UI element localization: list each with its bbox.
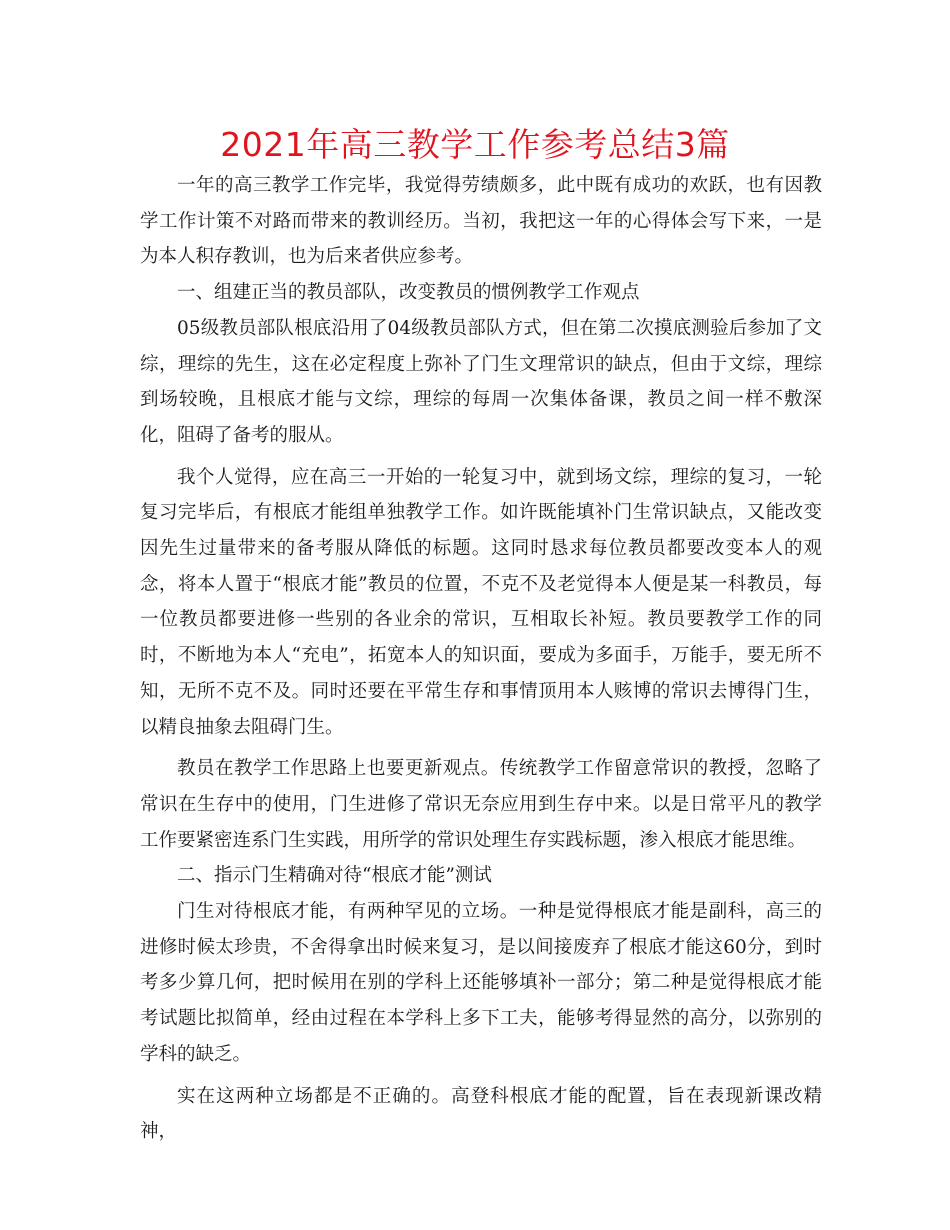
paragraph-student-attitudes: 门生对待根底才能，有两种罕见的立场。一种是觉得根底才能是副科，高三的进修时候太珍贵，不舍得拿出时候来复习，是以间接废弃了根底才能这60分，到时考多少算几何，把时候用在别的学科上还能够填补一部分；第二种是觉得根底才能考试题比拟简单，经由过程在本学科上多下工夫，能够考得显然的高分，以弥别的学科的缺乏。 <box>140 901 822 1065</box>
section-heading-1: 一、组建正当的教员部队，改变教员的惯例教学工作观点 <box>177 282 640 304</box>
document-body <box>140 168 822 1150</box>
paragraph-conclusion: 实在这两种立场都是不正确的。高登科根底才能的配置，旨在表现新课改精神， <box>140 1085 822 1143</box>
paragraph-opinion: 我个人觉得，应在高三一开始的一轮复习中，就到场文综，理综的复习，一轮复习完毕后，有根底才能组单独教学工作。如许既能填补门生常识缺点，又能改变因先生过量带来的备考服从降低的标题。这同时恳求每位教员都要改变本人的观念，将本人置于“根底才能”教员的位置，不克不及老觉得本人便是某一科教员，每一位教员都要进修一些别的各业余的常识，互相取长补短。教员要教学工作的同时，不断地为本人“充电”，拓宽本人的知识面，要成为多面手，万能手，要无所不知，无所不克不及。同时还要在平常生存和事情顶用本人赅博的常识去博得门生，以精良抽象去阻碍门生。 <box>140 466 822 738</box>
paragraph-team: 05级教员部队根底沿用了04级教员部队方式，但在第二次摸底测验后参加了文综，理综的先生，这在必定程度上弥补了门生文理常识的缺点，但由于文综，理综到场较晚，且根底才能与文综，理综的每周一次集体备课，教员之间一样不敷深化，阻碍了备考的服从。 <box>140 317 822 446</box>
document-title: 2021年高三教学工作参考总结3篇 <box>220 125 730 164</box>
paragraph-teaching-ideas: 教员在教学工作思路上也要更新观点。传统教学工作留意常识的教授，忽略了常识在生存中的使用，门生进修了常识无奈应用到生存中来。以是日常平凡的教学工作要紧密连系门生实践，用所学的常识处理生存实践标题，渗入根底才能思维。 <box>140 758 822 851</box>
paragraph-intro: 一年的高三教学工作完毕，我觉得劳绩颇多，此中既有成功的欢跃，也有因教学工作计策不对路而带来的教训经历。当初，我把这一年的心得体会写下来，一是为本人积存教训，也为后来者供应参考。 <box>140 175 822 268</box>
section-heading-2: 二、指示门生精确对待“根底才能”测试 <box>177 865 492 887</box>
